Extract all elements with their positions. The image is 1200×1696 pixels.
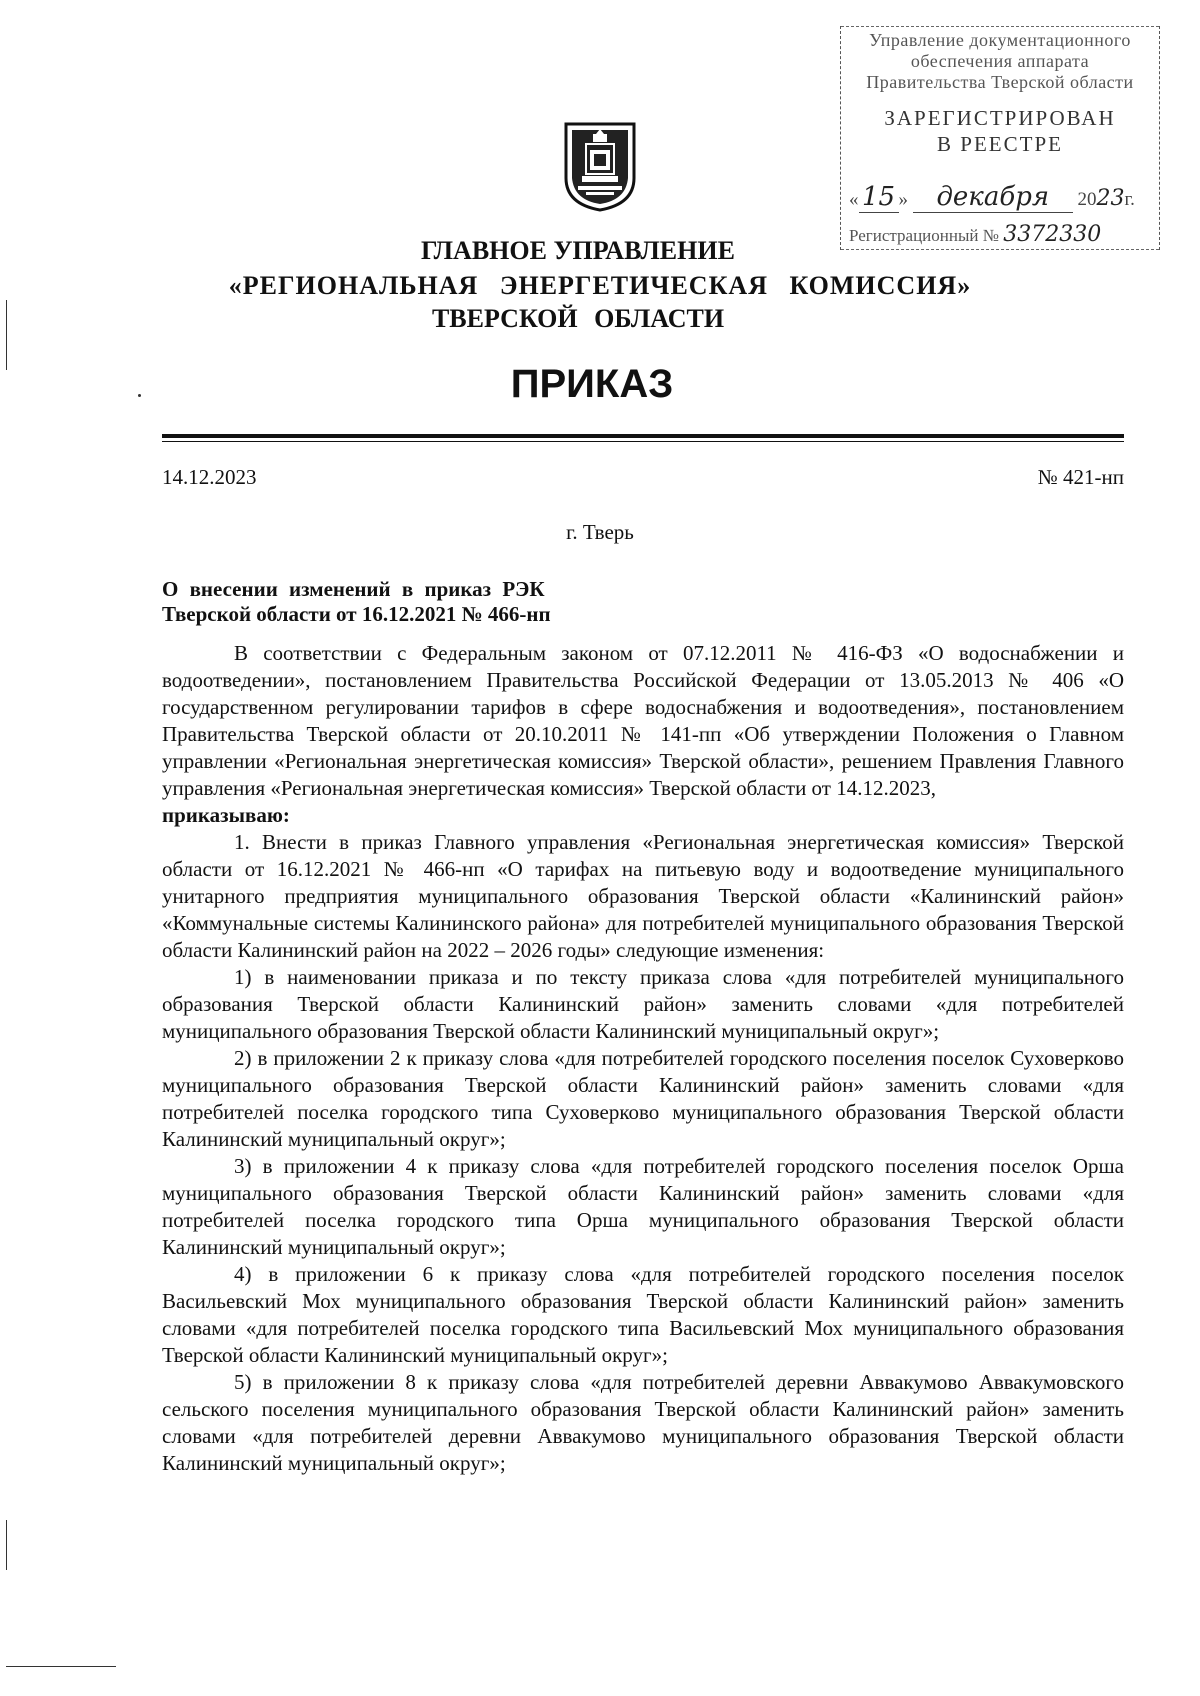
stamp-year-end: г. bbox=[1124, 189, 1135, 210]
stamp-year-suffix: 23 bbox=[1096, 186, 1125, 211]
subitem-3-paragraph: 3) в приложении 4 к приказу слова «для потребителей городского поселения поселок Орша муниципального образования Тверской области Калининский район» заменить словами «для потребителей поселка городского типа Орша муниципального образования Тверской области Калининский муниципальный округ»; bbox=[162, 1154, 1124, 1259]
order-date: 14.12.2023 bbox=[162, 465, 257, 489]
authority-name-line2: «РЕГИОНАЛЬНАЯ ЭНЕРГЕТИЧЕСКАЯ КОМИССИЯ» bbox=[228, 271, 972, 300]
stamp-date-close-quote: » bbox=[898, 189, 908, 210]
header-rule-thin bbox=[162, 441, 1124, 442]
order-word: приказываю: bbox=[162, 803, 290, 827]
order-city: г. Тверь bbox=[566, 520, 634, 544]
stamp-date-open-quote: « bbox=[849, 189, 859, 210]
item-1-paragraph: 1. Внести в приказ Главного управления «Региональная энергетическая комиссия» Тверской области от 16.12.2021 № 466-нп «О тарифах на питьевую воду и водоотведение муниципального унитарного предприятия муниципального образования Тверской области «Калининский район» «Коммунальные системы Калининского района» для потребителей муниципального образования Тверской области Калининский район на 2022 – 2026 годы» следующие изменения: bbox=[162, 830, 1124, 962]
header-rule-thick bbox=[162, 434, 1124, 438]
stamp-registered: ЗАРЕГИСТРИРОВАН bbox=[884, 106, 1116, 130]
stamp-day: 15 bbox=[859, 182, 899, 213]
order-subject-line2: Тверской области от 16.12.2021 № 466-нп bbox=[162, 602, 551, 626]
authority-name-line1: ГЛАВНОЕ УПРАВЛЕНИЕ bbox=[421, 236, 735, 265]
stamp-in-registry: В РЕЕСТРЕ bbox=[937, 132, 1063, 156]
authority-name-line3: ТВЕРСКОЙ ОБЛАСТИ bbox=[431, 304, 725, 333]
order-number: № 421-нп bbox=[1037, 465, 1124, 489]
subitem-4-paragraph: 4) в приложении 6 к приказу слова «для потребителей городского поселения поселок Васильевский Мох муниципального образования Тверской области Калининский район» заменить словами «для потребителей поселка городского типа Васильевский Мох муниципального образования Тверской области Калининский муниципальный округ»; bbox=[162, 1262, 1124, 1367]
stamp-year-prefix: 20 bbox=[1077, 189, 1097, 210]
order-body bbox=[162, 640, 1124, 1477]
scan-bottom-mark bbox=[6, 1666, 116, 1667]
stamp-border-top bbox=[841, 26, 1159, 27]
stamp-department-line3: Правительства Тверской области bbox=[866, 72, 1134, 92]
stamp-reg-number: 3372330 bbox=[1003, 222, 1102, 247]
document-type-title: ПРИКАЗ bbox=[510, 362, 674, 406]
stamp-month: декабря bbox=[913, 182, 1073, 213]
registration-stamp bbox=[840, 26, 1160, 250]
stamp-reg-label: Регистрационный № bbox=[849, 226, 999, 245]
stamp-department-line1: Управление документационного bbox=[869, 30, 1131, 50]
order-subject bbox=[162, 577, 551, 627]
stamp-department-line2: обеспечения аппарата bbox=[910, 51, 1090, 71]
coat-of-arms-icon bbox=[560, 120, 640, 212]
subitem-5-paragraph: 5) в приложении 8 к приказу слова «для потребителей деревни Аввакумово Аввакумовского сельского поселения муниципального образования Тверской области Калининский район» заменить словами «для потребителей деревни Аввакумово муниципального образования Тверской области Калининский муниципальный округ»; bbox=[162, 1370, 1124, 1475]
order-subject-line1: О внесении изменений в приказ РЭК bbox=[162, 577, 545, 601]
stamp-date bbox=[849, 182, 1135, 213]
subitem-2-paragraph: 2) в приложении 2 к приказу слова «для потребителей городского поселения поселок Суховерково муниципального образования Тверской области Калининский район» заменить словами «для потребителей поселка городского типа Суховерково муниципального образования Тверской области Калининский муниципальный округ»; bbox=[162, 1046, 1124, 1151]
subitem-1-paragraph: 1) в наименовании приказа и по тексту приказа слова «для потребителей муниципального образования Тверской области Калининский район» заменить словами «для потребителей муниципального образования Тверской области Калининский муниципальный округ»; bbox=[162, 965, 1124, 1043]
preamble-paragraph: В соответствии с Федеральным законом от 07.12.2011 № 416-ФЗ «О водоснабжении и водоотведении», постановлением Правительства Российской Федерации от 13.05.2013 № 406 «О государственном регулировании тарифов в сфере водоснабжения и водоотведения», постановлением Правительства Тверской области от 20.10.2011 № 141-пп «Об утверждении Положения о Главном управлении «Региональная энергетическая комиссия» Тверской области», решением Правления Главного управления «Региональная энергетическая комиссия» Тверской области от 14.12.2023, bbox=[162, 641, 1124, 800]
scan-edge-line bbox=[6, 1520, 7, 1570]
